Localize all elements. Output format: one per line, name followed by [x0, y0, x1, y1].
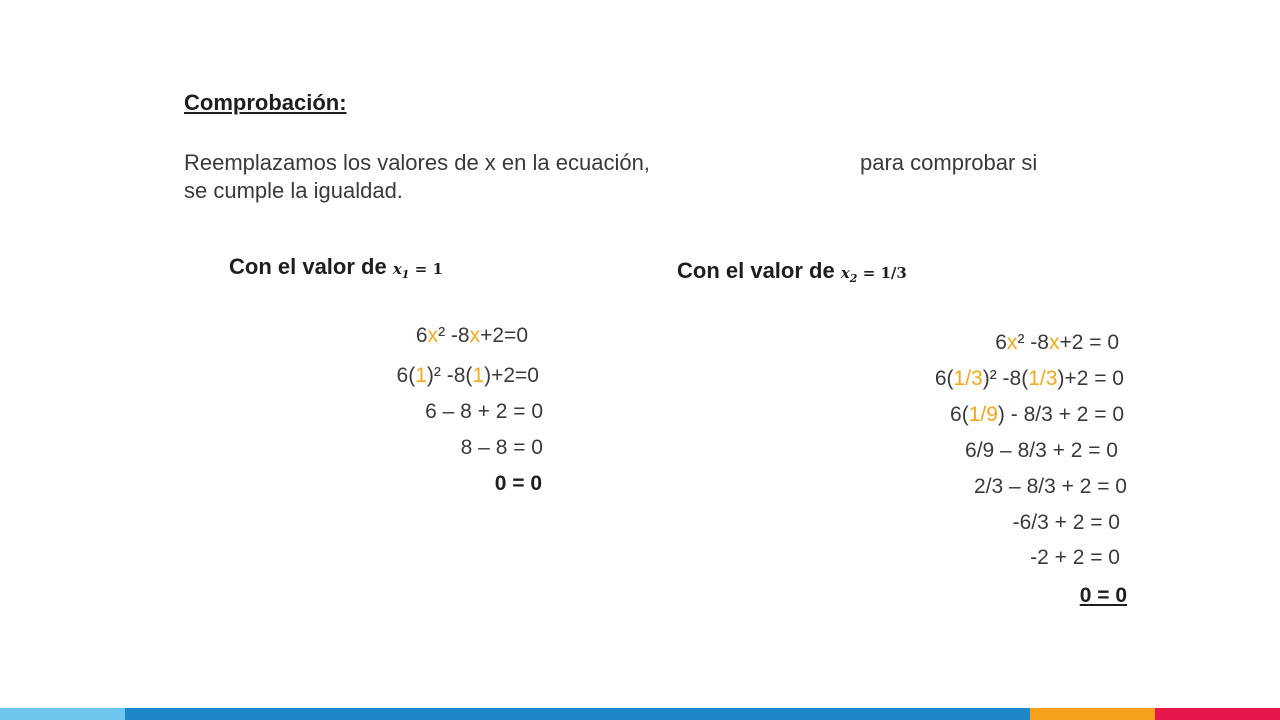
left-step-4: 8 – 8 = 0: [460, 436, 543, 459]
intro-text-part2: para comprobar si: [860, 150, 1038, 175]
right-step-4: 6/9 – 8/3 + 2 = 0: [965, 439, 1118, 462]
left-step-5: 0 = 0: [494, 472, 542, 495]
right-x2-formula: $x_2 = 1/3$: [840, 264, 907, 285]
right-step-8: 0 = 0: [1079, 584, 1127, 607]
left-step-1: 6x² -8x+2=0: [415, 324, 528, 347]
footer-bar-red: [1155, 708, 1280, 720]
footer-bar-blue: [125, 708, 1030, 720]
intro-text-part1: Reemplazamos los valores de x en la ecuación,: [184, 150, 650, 175]
right-step-1: 6x² -8x+2 = 0: [995, 331, 1119, 354]
left-step-3: 6 – 8 + 2 = 0: [425, 400, 543, 423]
intro-text-line2: se cumple la igualdad.: [184, 178, 403, 203]
right-value-label: [677, 258, 907, 285]
left-value-label: [229, 254, 443, 281]
left-step-2: 6(1)² -8(1)+2=0: [396, 364, 539, 387]
right-label-text: Con el valor de: [677, 258, 835, 283]
right-step-6: -6/3 + 2 = 0: [1012, 511, 1120, 534]
right-step-7: -2 + 2 = 0: [1030, 546, 1120, 569]
footer-bar-orange: [1030, 708, 1155, 720]
section-heading: Comprobación:: [184, 90, 347, 115]
right-step-5: 2/3 – 8/3 + 2 = 0: [974, 475, 1127, 498]
left-label-text: Con el valor de: [229, 254, 387, 279]
left-x1-formula: $x_1 = 1$: [392, 260, 443, 281]
footer-bar-light-blue: [0, 708, 125, 720]
right-step-2: 6(1/3)² -8(1/3)+2 = 0: [934, 367, 1124, 390]
right-step-3: 6(1/9) - 8/3 + 2 = 0: [950, 403, 1124, 426]
